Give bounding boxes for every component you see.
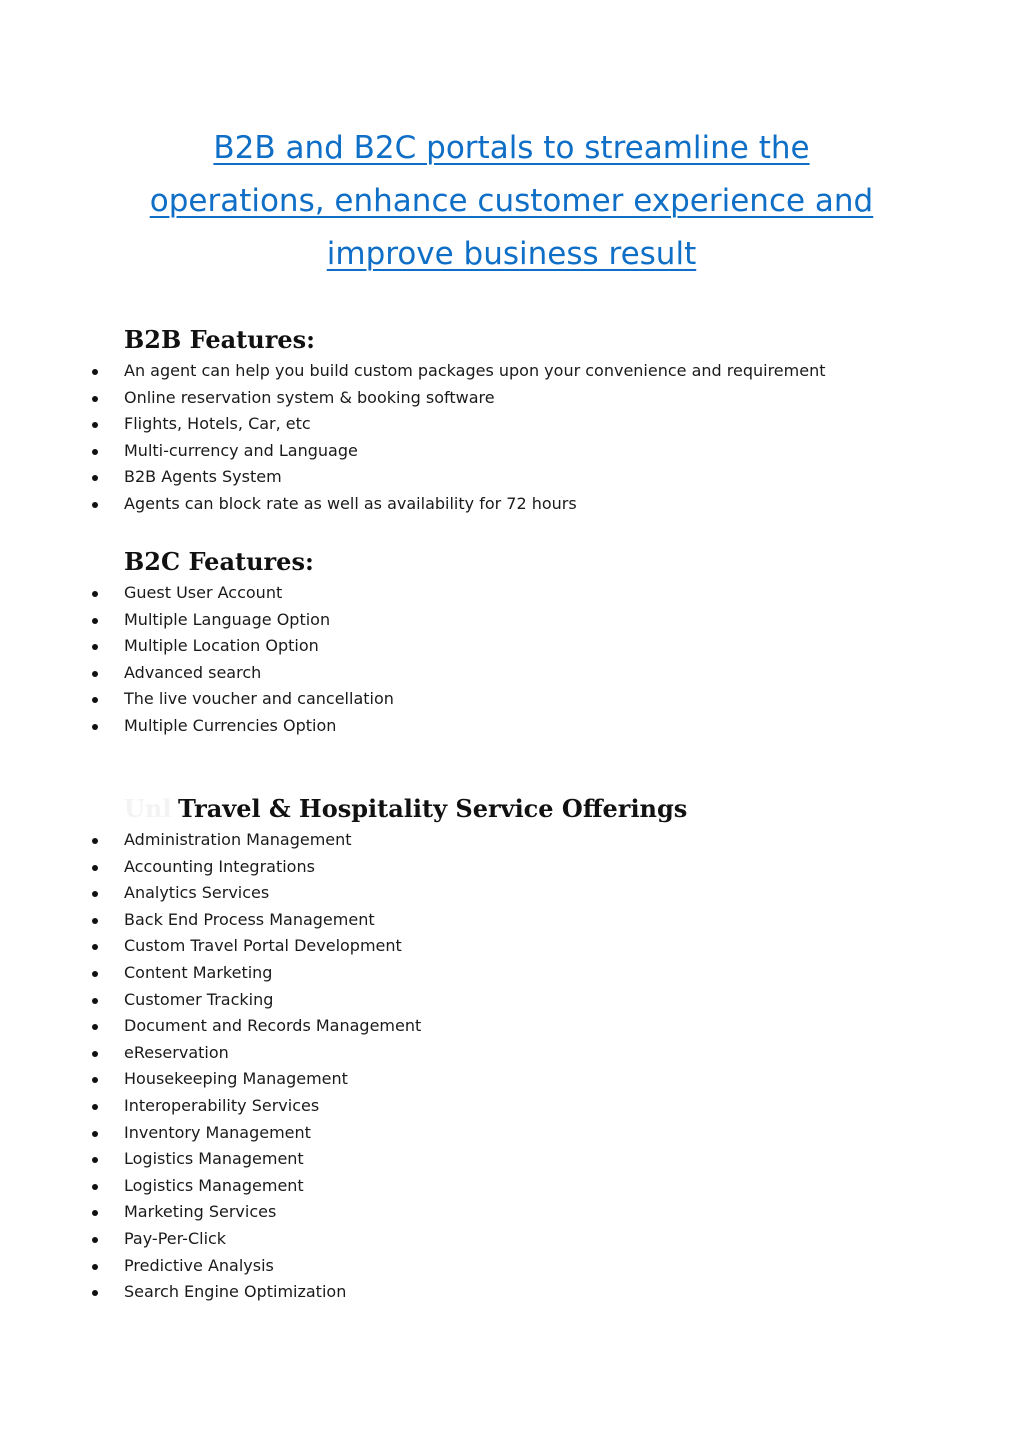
list-item-text: Guest User Account	[124, 583, 283, 602]
bullet-icon	[92, 591, 98, 597]
bullet-icon	[92, 1131, 98, 1137]
bullet-icon	[92, 1210, 98, 1216]
list-item-text: An agent can help you build custom packages upon your convenience and requirement	[124, 361, 826, 380]
bullet-icon	[92, 369, 98, 375]
list-item	[0, 907, 900, 934]
list-item	[0, 464, 900, 491]
list-item-text: Multiple Location Option	[124, 636, 319, 656]
list-item-text: eReservation	[124, 1042, 229, 1062]
bullet-icon	[92, 618, 98, 624]
bullet-icon	[92, 1264, 98, 1270]
list-item	[0, 827, 900, 854]
list-item-text: Multiple Currencies Option	[124, 715, 337, 735]
list-item-text: Content Marketing	[124, 962, 273, 982]
list-item	[0, 491, 900, 518]
bullet-icon	[92, 724, 98, 730]
bullet-icon	[92, 1237, 98, 1243]
list-item-text: Analytics Services	[124, 883, 270, 903]
list-item-text: Logistics Management	[124, 1149, 304, 1169]
offerings-heading: Travel & Hospitality Service Offerings	[178, 794, 688, 823]
bullet-icon	[92, 865, 98, 871]
list-item	[0, 1093, 900, 1120]
list-item-text: B2B Agents System	[124, 467, 282, 487]
list-item-text: Back End Process Management	[124, 909, 375, 929]
bullet-icon	[92, 1051, 98, 1057]
list-item	[0, 987, 900, 1014]
list-item-text: Agents can block rate as well as availability for 72 hours	[124, 493, 577, 513]
b2b-features-heading: B2B Features:	[124, 325, 315, 354]
list-item	[0, 1279, 900, 1306]
bullet-icon	[92, 644, 98, 650]
list-item	[0, 1226, 900, 1253]
list-item	[0, 358, 900, 385]
list-item-text: Flights, Hotels, Car, etc	[124, 414, 311, 434]
list-item-text: Administration Management	[124, 830, 352, 849]
title-link[interactable]	[150, 130, 874, 272]
list-item	[0, 1066, 900, 1093]
bullet-icon	[92, 998, 98, 1004]
list-item	[0, 1253, 900, 1280]
list-item-text: Logistics Management	[124, 1175, 304, 1195]
list-item	[0, 713, 900, 740]
list-item	[0, 1173, 900, 1200]
bullet-icon	[92, 1157, 98, 1163]
bullet-icon	[92, 1024, 98, 1030]
list-item	[0, 438, 900, 465]
list-item	[0, 1120, 900, 1147]
list-item-text: Accounting Integrations	[124, 856, 315, 876]
bullet-icon	[92, 697, 98, 703]
list-item	[0, 933, 900, 960]
list-item-text: Pay-Per-Click	[124, 1228, 227, 1248]
bullet-icon	[92, 1290, 98, 1296]
list-item	[0, 880, 900, 907]
bullet-icon	[92, 1077, 98, 1083]
list-item	[0, 411, 900, 438]
bullet-icon	[92, 671, 98, 677]
list-item-text: Predictive Analysis	[124, 1255, 274, 1275]
bullet-icon	[92, 502, 98, 508]
list-item-text: Advanced search	[124, 662, 262, 682]
bullet-icon	[92, 1184, 98, 1190]
service-offerings-list	[0, 827, 900, 1306]
bullet-icon	[92, 1104, 98, 1110]
bullet-icon	[92, 422, 98, 428]
b2b-features-list	[0, 358, 900, 518]
b2c-features-heading: B2C Features:	[124, 547, 314, 576]
list-item-text: Inventory Management	[124, 1122, 311, 1142]
title-line-3: improve business result	[326, 236, 697, 272]
b2c-features-list	[0, 580, 900, 740]
list-item-text: Search Engine Optimization	[124, 1282, 347, 1302]
list-item	[0, 854, 900, 881]
title-line-1: B2B and B2C portals to streamline the	[213, 130, 810, 166]
list-item	[0, 1146, 900, 1173]
list-item-text: The live voucher and cancellation	[124, 689, 394, 709]
bullet-icon	[92, 971, 98, 977]
list-item-text: Multi-currency and Language	[124, 440, 358, 460]
list-item	[0, 960, 900, 987]
document-title	[100, 122, 923, 281]
bullet-icon	[92, 838, 98, 844]
list-item	[0, 580, 900, 607]
title-line-2: operations, enhance customer experience and	[149, 183, 874, 219]
list-item-text: Housekeeping Management	[124, 1069, 348, 1089]
list-item	[0, 607, 900, 634]
list-item	[0, 1199, 900, 1226]
list-item-text: Online reservation system & booking software	[124, 387, 495, 407]
list-item-text: Customer Tracking	[124, 989, 274, 1009]
bullet-icon	[92, 918, 98, 924]
list-item	[0, 385, 900, 412]
bullet-icon	[92, 891, 98, 897]
list-item-text: Interoperability Services	[124, 1095, 320, 1115]
bullet-icon	[92, 449, 98, 455]
list-item-text: Document and Records Management	[124, 1016, 422, 1036]
list-item-text: Multiple Language Option	[124, 609, 331, 629]
list-item	[0, 1013, 900, 1040]
bullet-icon	[92, 475, 98, 481]
list-item	[0, 686, 900, 713]
list-item	[0, 660, 900, 687]
bullet-icon	[92, 396, 98, 402]
list-item	[0, 1040, 900, 1067]
bullet-icon	[92, 944, 98, 950]
faded-heading-text: Unl	[124, 794, 172, 823]
list-item-text: Marketing Services	[124, 1202, 277, 1222]
list-item	[0, 633, 900, 660]
list-item-text: Custom Travel Portal Development	[124, 936, 402, 956]
